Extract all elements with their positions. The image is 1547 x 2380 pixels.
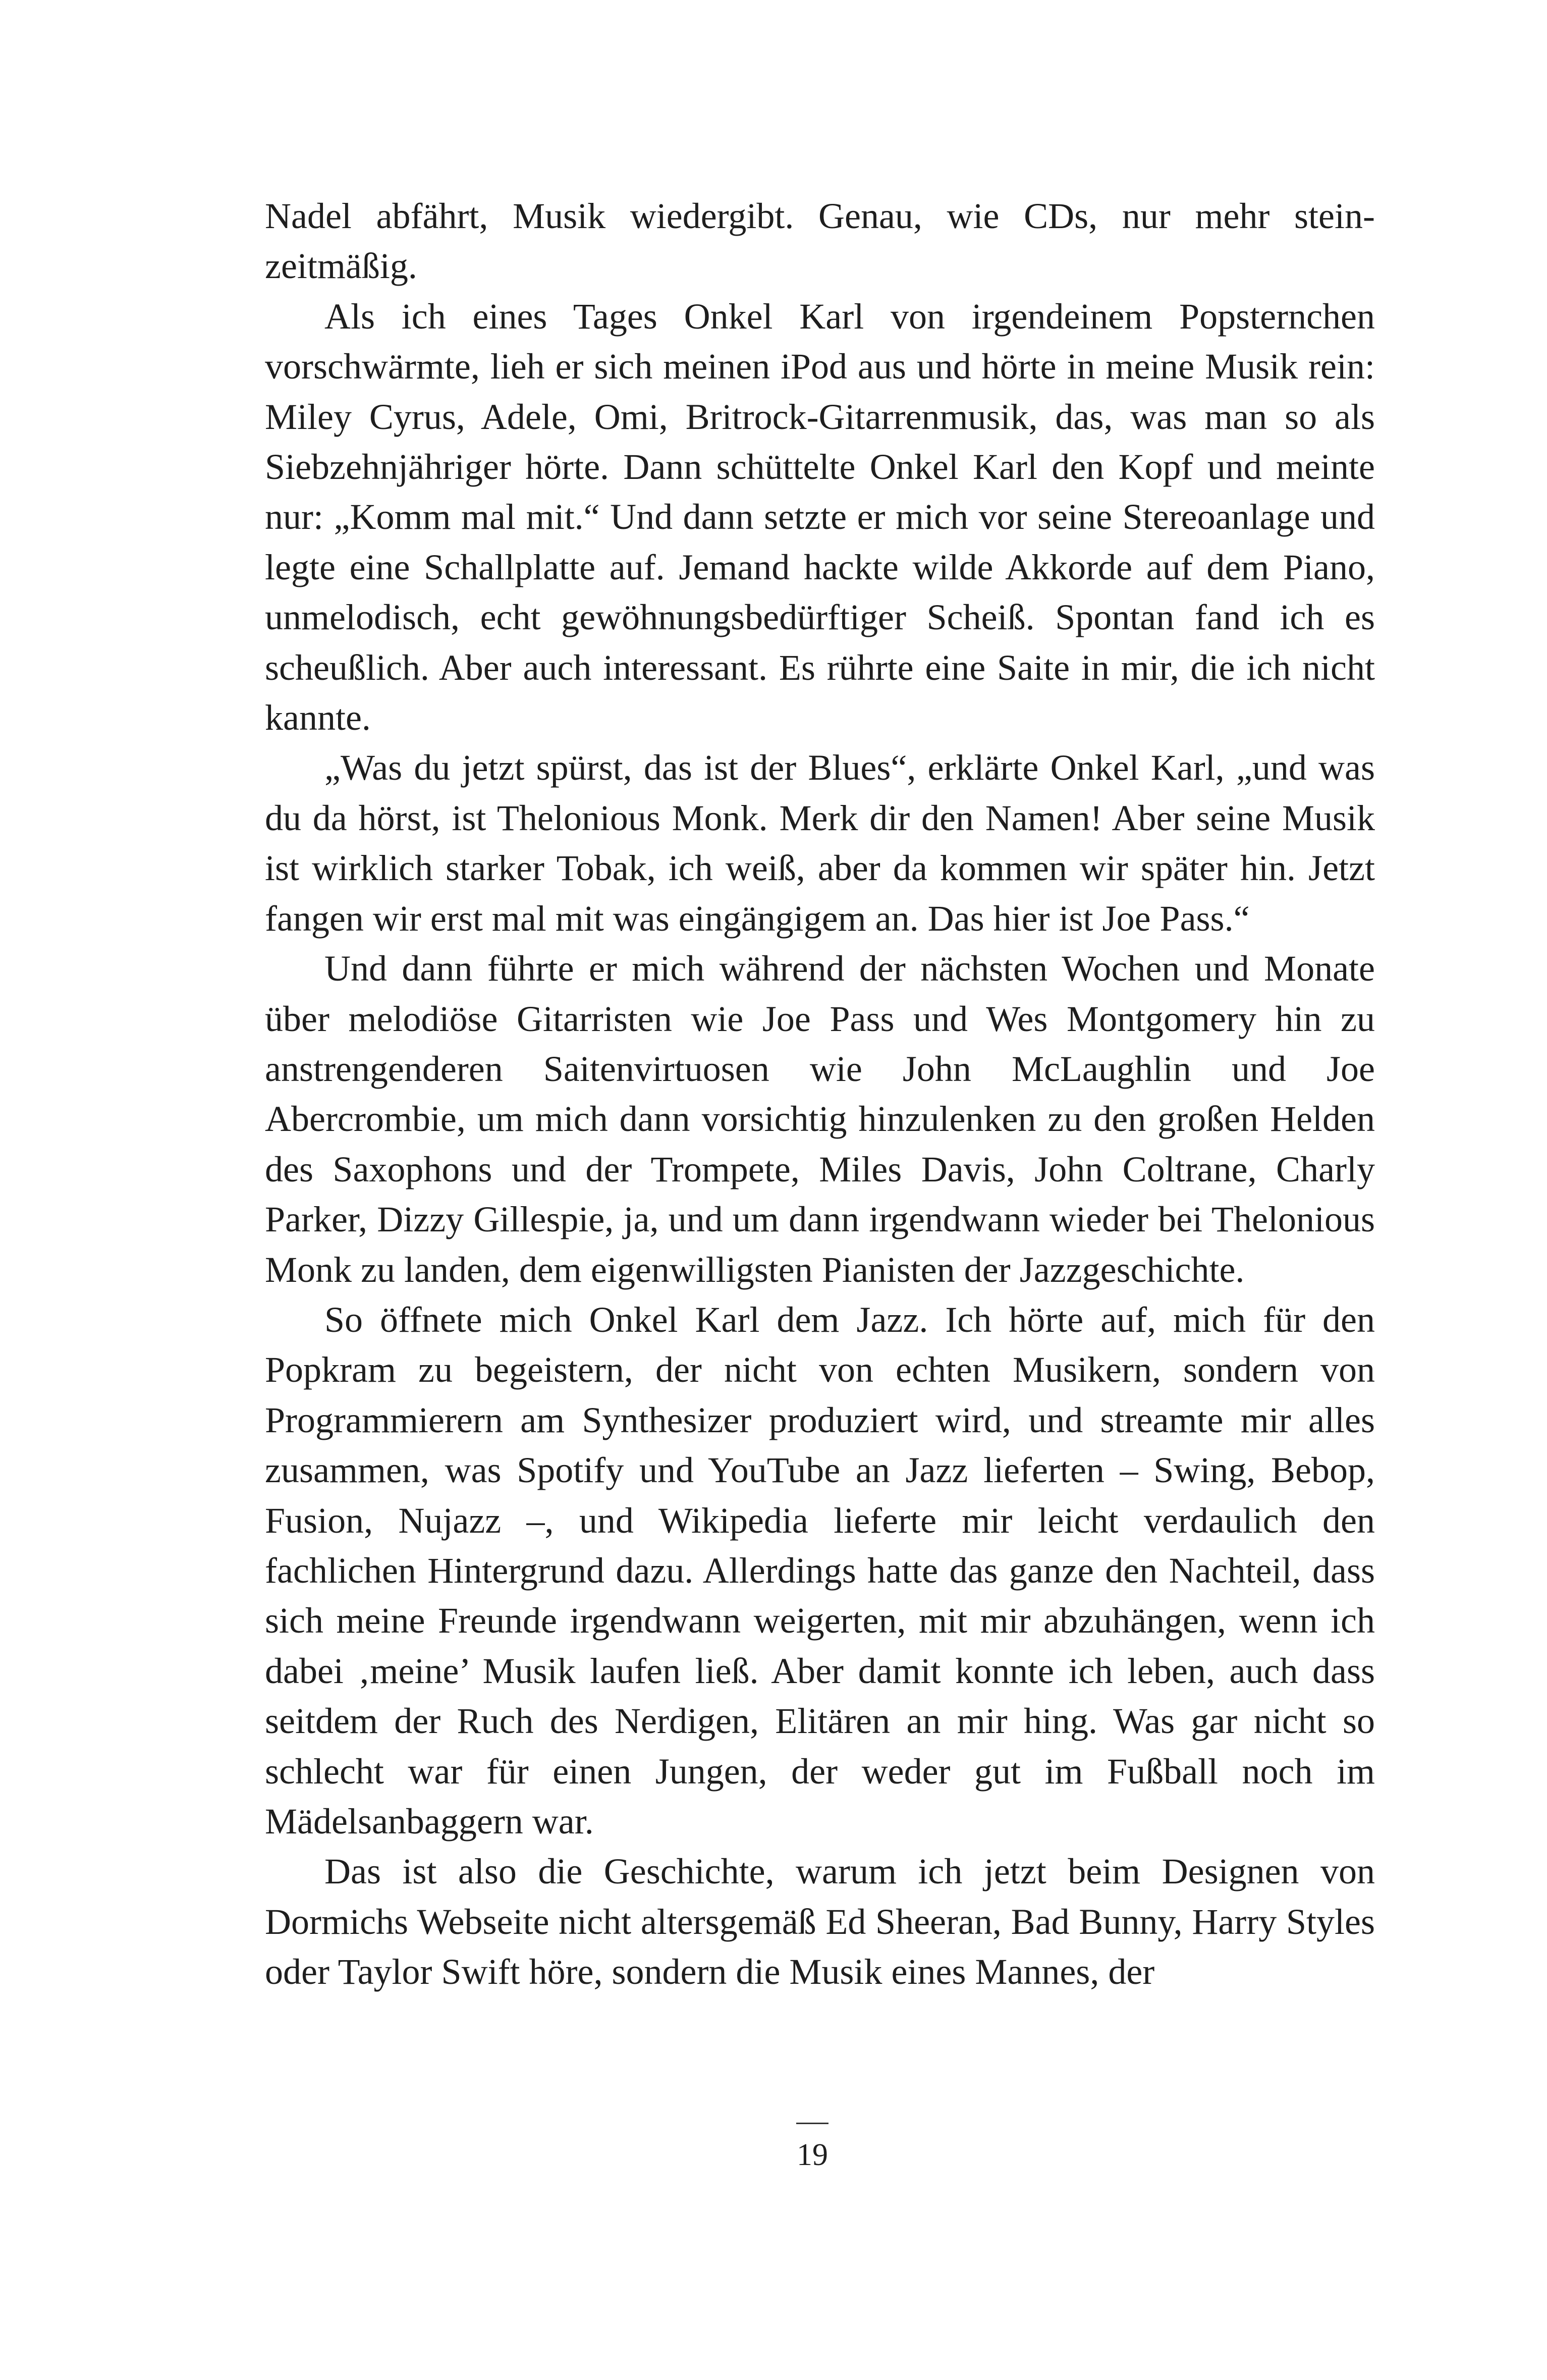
paragraph-3: „Was du jetzt spürst, das ist der Blues“, erklärte Onkel Karl, „und was du da hörst, ist Thelonious Monk. Merk dir den Namen! Aber seine Musik ist wirklich starker Tobak, ich weiß, aber da kommen wir später hin. Jetzt fangen wir erst mal mit was eingängigem an. Das hier ist Joe Pass.“ bbox=[265, 747, 1375, 939]
body-text bbox=[265, 191, 1375, 1997]
page-number: 19 bbox=[797, 2138, 828, 2172]
paragraph-1: Nadel abfährt, Musik wiedergibt. Genau, wie CDs, nur mehr steinzeitmäßig. bbox=[265, 196, 1375, 287]
paragraph-6: Das ist also die Geschichte, warum ich jetzt beim Designen von Dormichs Webseite nicht altersgemäß Ed Sheeran, Bad Bunny, Harry Styles oder Taylor Swift höre, sondern die Musik eines Mannes, der bbox=[265, 1851, 1375, 1992]
paragraph-2: Als ich eines Tages Onkel Karl von irgendeinem Popsternchen vorschwärmte, lieh er sich meinen iPod aus und hörte in meine Musik rein: Miley Cyrus, Adele, Omi, Britrock-Gitarrenmusik, das, was man so als Siebzehnjähriger hörte. Dann schüttelte Onkel Karl den Kopf und meinte nur: „Komm mal mit.“ Und dann setzte er mich vor seine Stereoanlage und legte eine Schallplatte auf. Jemand hackte wilde Akkorde auf dem Piano, unmelodisch, echt gewöhnungsbedürftiger Scheiß. Spontan fand ich es scheußlich. Aber auch interessant. Es rührte eine Saite in mir, die ich nicht kannte. bbox=[265, 296, 1375, 738]
paragraph-5: So öffnete mich Onkel Karl dem Jazz. Ich hörte auf, mich für den Popkram zu begeistern, der nicht von echten Musikern, sondern von Programmierern am Synthesizer produziert wird, und streamte mir alles zusammen, was Spotify und YouTube an Jazz lieferten – Swing, Bebop, Fusion, Nujazz –, und Wikipedia lieferte mir leicht verdaulich den fachlichen Hintergrund dazu. Allerdings hatte das ganze den Nachteil, dass sich meine Freunde irgendwann weigerten, mit mir abzuhängen, wenn ich dabei ‚meine’ Musik laufen ließ. Aber damit konnte ich leben, auch dass seitdem der Ruch des Nerdigen, Elitären an mir hing. Was gar nicht so schlecht war für einen Jungen, der weder gut im Fußball noch im Mädelsanbaggern war. bbox=[265, 1299, 1375, 1842]
paragraph-4: Und dann führte er mich während der nächsten Wochen und Monate über melodiöse Gitarristen wie Joe Pass und Wes Montgomery hin zu anstrengenderen Saitenvirtuosen wie John McLaughlin und Joe Abercrombie, um mich dann vorsichtig hinzulenken zu den großen Helden des Saxophons und der Trompete, Miles Davis, John Coltrane, Charly Parker, Dizzy Gillespie, ja, und um dann irgendwann wieder bei Thelonious Monk zu landen, dem eigenwilligsten Pianisten der Jazzgeschichte. bbox=[265, 948, 1375, 1290]
page-number-rule bbox=[796, 2123, 828, 2124]
